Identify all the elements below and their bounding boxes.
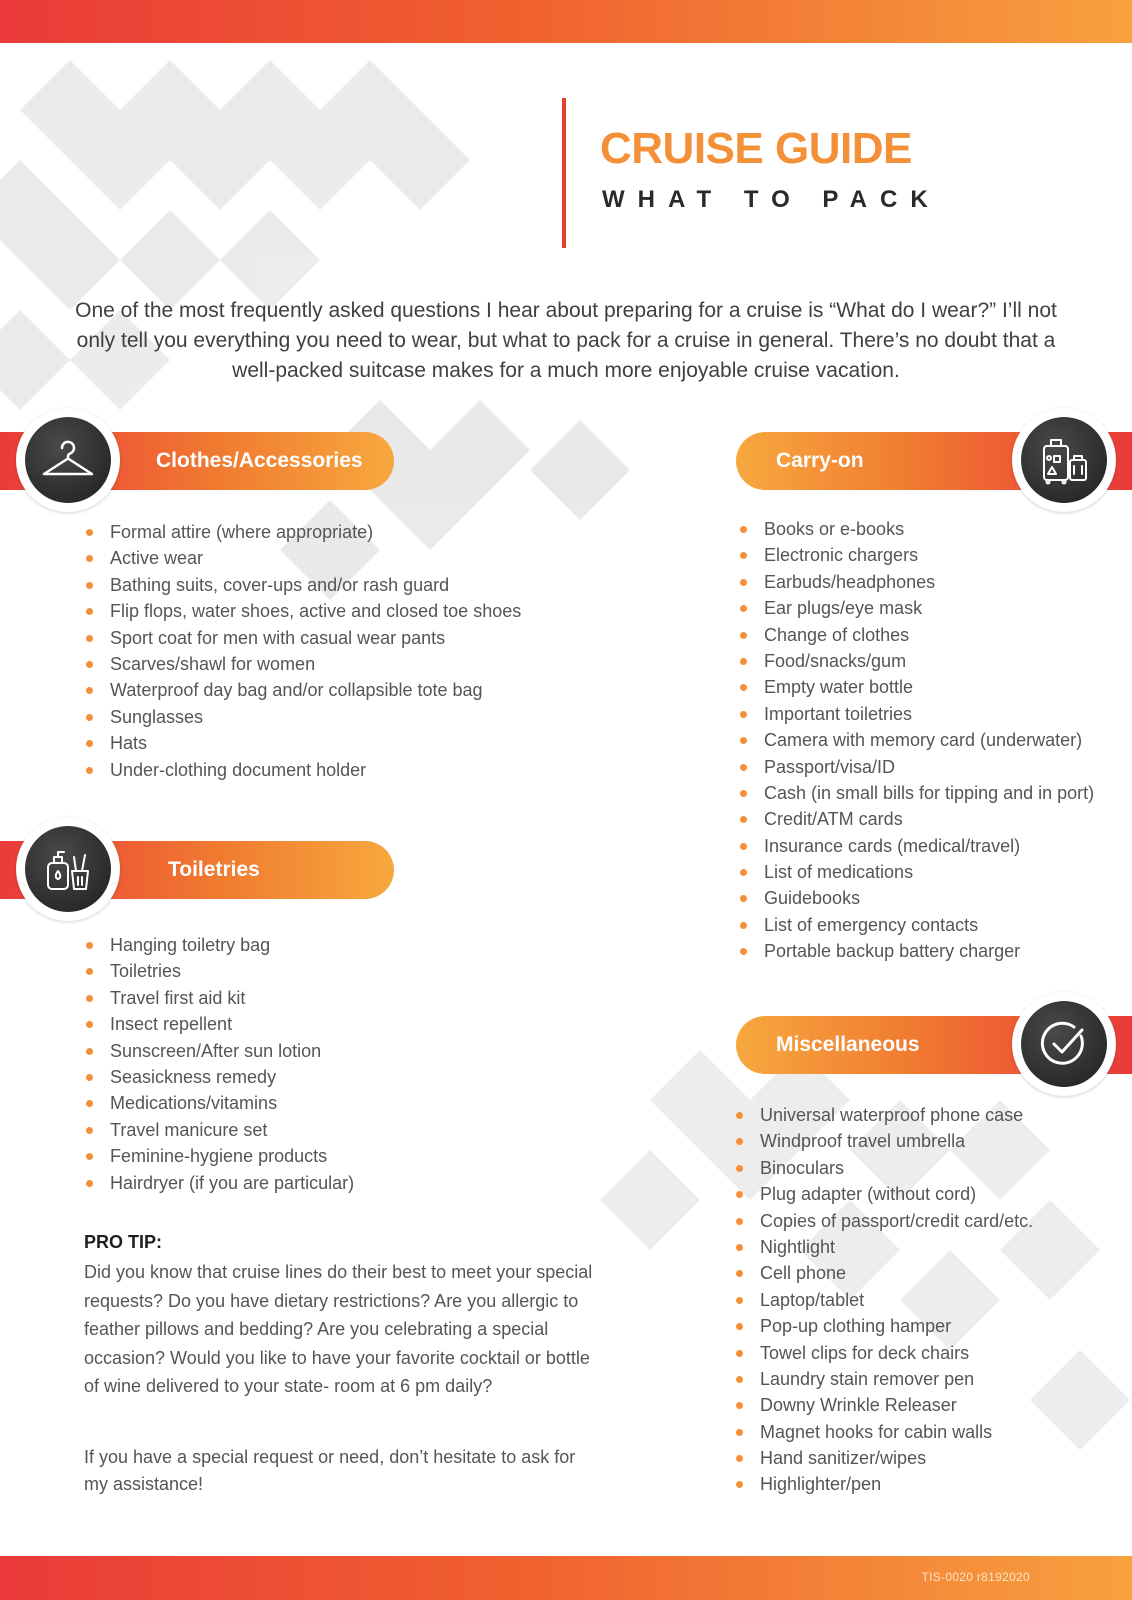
list-item: Insect repellent	[84, 1011, 354, 1037]
intro-paragraph: One of the most frequently asked questions I hear about preparing for a cruise is “What do I wear?” I’ll not only tell you everything you need to wear, but what to pack for a cruise in general. There’s no doubt that a well-packed suitcase makes for a much more enjoyable cruise vacation.	[75, 299, 1057, 382]
list-item: Sunscreen/After sun lotion	[84, 1038, 354, 1064]
list-item: Magnet hooks for cabin walls	[734, 1419, 1033, 1445]
footer-code: TIS-0020 r8192020	[921, 1570, 1030, 1584]
list-item: Universal waterproof phone case	[734, 1102, 1033, 1128]
list-item: Important toiletries	[738, 701, 1094, 727]
list-item: Laptop/tablet	[734, 1287, 1033, 1313]
carryon-section-title: Carry-on	[776, 449, 864, 472]
list-item: Cell phone	[734, 1260, 1033, 1286]
checkmark-icon	[1034, 1014, 1094, 1074]
list-item: Binoculars	[734, 1155, 1033, 1181]
misc-list	[734, 1102, 1033, 1498]
list-item: Under-clothing document holder	[84, 757, 521, 783]
list-item: Pop-up clothing hamper	[734, 1313, 1033, 1339]
title-divider	[562, 98, 566, 248]
list-item: Active wear	[84, 545, 521, 571]
list-item: Travel manicure set	[84, 1117, 354, 1143]
carryon-list	[738, 516, 1094, 965]
list-item: Books or e-books	[738, 516, 1094, 542]
list-item: Copies of passport/credit card/etc.	[734, 1208, 1033, 1234]
list-item: Towel clips for deck chairs	[734, 1340, 1033, 1366]
list-item: Ear plugs/eye mask	[738, 595, 1094, 621]
list-item: Feminine-hygiene products	[84, 1143, 354, 1169]
list-item: Change of clothes	[738, 622, 1094, 648]
clothes-list	[84, 519, 521, 783]
list-item: Guidebooks	[738, 885, 1094, 911]
list-item: Cash (in small bills for tipping and in port)	[738, 780, 1094, 806]
list-item: Empty water bottle	[738, 674, 1094, 700]
list-item: Bathing suits, cover-ups and/or rash guard	[84, 572, 521, 598]
luggage-icon	[1034, 430, 1094, 490]
list-item: Downy Wrinkle Releaser	[734, 1392, 1033, 1418]
misc-icon-circle	[1012, 992, 1116, 1096]
toiletries-list	[84, 932, 354, 1196]
page-subtitle: WHAT TO PACK	[602, 186, 941, 213]
list-item: Earbuds/headphones	[738, 569, 1094, 595]
list-item: Sunglasses	[84, 704, 521, 730]
list-item: Highlighter/pen	[734, 1471, 1033, 1497]
list-item: Hats	[84, 730, 521, 756]
clothes-icon-circle	[16, 408, 120, 512]
list-item: Laundry stain remover pen	[734, 1366, 1033, 1392]
toiletries-icon	[38, 839, 98, 899]
toiletries-icon-circle	[16, 817, 120, 921]
list-item: Scarves/shawl for women	[84, 651, 521, 677]
list-item: Credit/ATM cards	[738, 806, 1094, 832]
list-item: Electronic chargers	[738, 542, 1094, 568]
list-item: Food/snacks/gum	[738, 648, 1094, 674]
pro-tip-closing: If you have a special request or need, don’t hesitate to ask for my assistance!	[84, 1447, 576, 1494]
list-item: List of emergency contacts	[738, 912, 1094, 938]
list-item: Camera with memory card (underwater)	[738, 727, 1094, 753]
list-item: Portable backup battery charger	[738, 938, 1094, 964]
list-item: Hairdryer (if you are particular)	[84, 1170, 354, 1196]
list-item: Travel first aid kit	[84, 985, 354, 1011]
hanger-icon	[38, 430, 98, 490]
list-item: Windproof travel umbrella	[734, 1128, 1033, 1154]
pro-tip-body: Did you know that cruise lines do their best to meet your special requests? Do you have dietary restrictions? Are you allergic to feather pillows and bedding? Are you celebrating a special occasion? Would you like to have your favorite cocktail or bottle of wine delivered to your state- room at 6 pm daily?	[84, 1262, 593, 1396]
misc-section-title: Miscellaneous	[776, 1033, 920, 1056]
page-title: CRUISE GUIDE	[600, 124, 912, 173]
list-item: Medications/vitamins	[84, 1090, 354, 1116]
list-item: Seasickness remedy	[84, 1064, 354, 1090]
list-item: Formal attire (where appropriate)	[84, 519, 521, 545]
pro-tip-heading: PRO TIP:	[84, 1232, 163, 1252]
toiletries-section-title: Toiletries	[168, 858, 260, 881]
list-item: Hanging toiletry bag	[84, 932, 354, 958]
carryon-icon-circle	[1012, 408, 1116, 512]
list-item: Hand sanitizer/wipes	[734, 1445, 1033, 1471]
list-item: Waterproof day bag and/or collapsible tote bag	[84, 677, 521, 703]
list-item: Flip flops, water shoes, active and closed toe shoes	[84, 598, 521, 624]
list-item: List of medications	[738, 859, 1094, 885]
list-item: Toiletries	[84, 958, 354, 984]
list-item: Insurance cards (medical/travel)	[738, 833, 1094, 859]
list-item: Passport/visa/ID	[738, 754, 1094, 780]
list-item: Plug adapter (without cord)	[734, 1181, 1033, 1207]
clothes-section-title: Clothes/Accessories	[156, 449, 363, 472]
list-item: Sport coat for men with casual wear pants	[84, 625, 521, 651]
list-item: Nightlight	[734, 1234, 1033, 1260]
